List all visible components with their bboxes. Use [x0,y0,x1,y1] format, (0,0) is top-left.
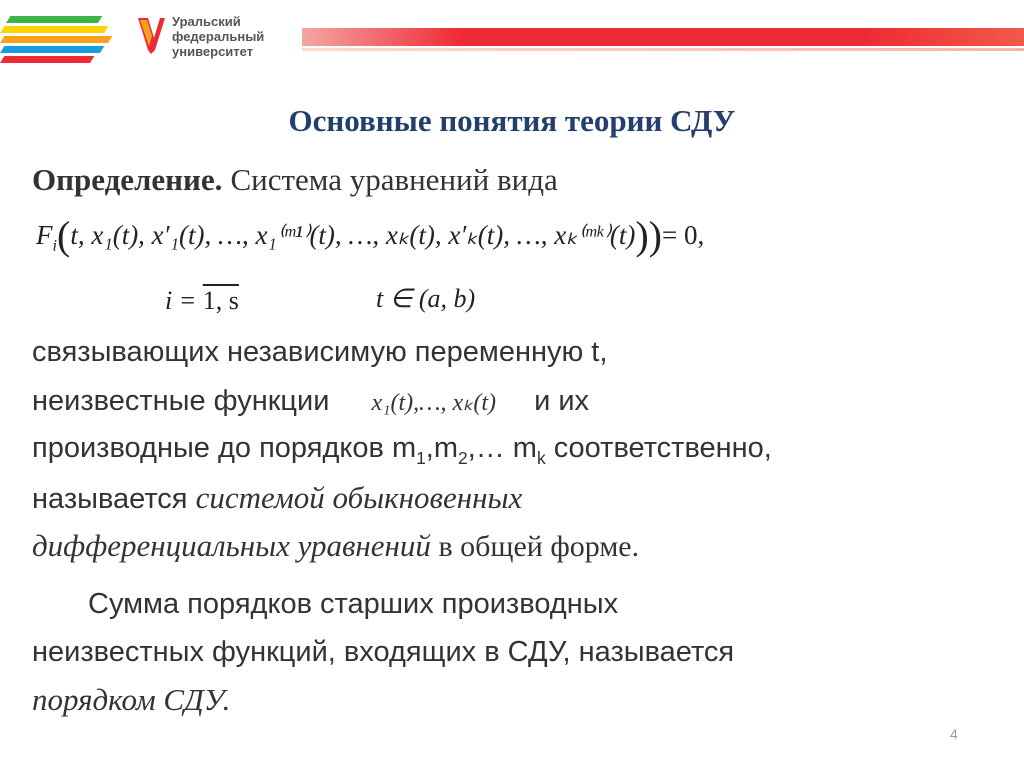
line5-text-b: в общей форме. [430,530,640,563]
slide-header [0,0,1024,80]
line3-sub-2: 2 [458,447,468,468]
line3-text-a: производные до порядков m [32,432,417,464]
formula-function: F [36,220,53,250]
line2-text-a: неизвестные функции [32,385,330,417]
university-logo-text [172,14,302,59]
stripe-orange [0,36,112,43]
index-range-value: 1, s [202,286,239,315]
t-range-text: t ∈ (a, b) [376,284,476,313]
brand-stripes [0,10,112,70]
body-line-6: Сумма порядков старших производных [88,588,619,620]
logo-line-2: федеральный [172,29,265,44]
stripe-green [6,16,102,23]
body-line-8 [32,682,230,718]
line3-text-d: соответственно, [545,432,772,464]
definition-intro: Система уравнений вида [230,162,558,197]
stripe-blue [0,46,104,53]
formula-equals: = 0, [662,220,705,250]
line3-text-b: ,m [425,432,459,464]
stripe-yellow [0,26,108,33]
definition-line [32,162,558,198]
formula-body: t, x₁(t), x′₁(t), …, x₁⁽ᵐ¹⁾(t), …, xₖ(t), x′ₖ(t), …, xₖ⁽ᵐᵏ⁾(t) [70,220,636,250]
line3-sub-1: 1 [416,447,426,468]
line8-italic: порядком СДУ. [32,682,231,717]
main-formula: $F_i(t$, x₁(t), x′₁(t), …, x₁⁽ᵐ¹⁾(t), …, xₖ(t), x′ₖ(t), …, xₖ⁽ᵐᵏ⁾(t)))= 0, [36,213,705,258]
page-number: 4 [950,726,958,742]
body-line-7: неизвестных функций, входящих в СДУ, называется [32,636,735,668]
slide-title: Основные понятия теории СДУ [288,103,736,138]
line3-text-c: ,… m [467,432,537,464]
header-thin-bar [302,48,1024,51]
line2-text-b: и их [534,385,590,417]
body-line-3 [32,432,772,469]
body-line-4 [32,480,522,516]
definition-label: Определение. [32,162,223,197]
index-range-left: i = [165,286,203,315]
line5-italic: дифференциальных уравнений [32,528,431,563]
logo-line-1: Уральский [172,14,241,29]
unknown-functions-formula: x₁(t),…, xₖ(t) [371,390,496,416]
index-range [165,286,239,316]
header-red-bar [302,28,1024,46]
t-range [376,284,475,314]
stripe-red [0,56,94,63]
body-line-1: связывающих независимую переменную t, [32,336,608,368]
line3-sub-k: k [536,447,546,468]
university-logo-icon [136,16,166,56]
body-line-5 [32,528,639,564]
line4-text-a: называется [32,483,196,515]
logo-line-3: университет [172,44,254,59]
line4-italic: системой обыкновенных [195,480,523,515]
formula-index: i [52,236,57,255]
body-line-2 [32,385,589,418]
